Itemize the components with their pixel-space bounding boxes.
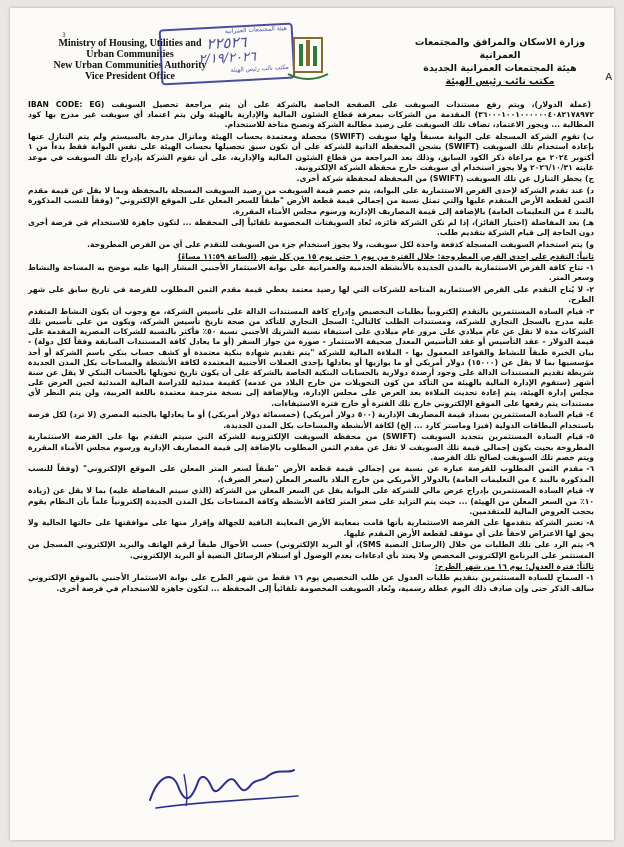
clause-marker: ٦-: [586, 464, 594, 474]
clause-paragraph: [28, 518, 594, 538]
clause-marker: ٧-: [586, 486, 594, 496]
clause-paragraph: [28, 132, 594, 173]
clause-text: تقوم الشركة المسجلة على البوابة مسبقاً ولها سويفت (SWIFT) محصلة ومعتمدة بحساب الهيئة وماتزال مدرجة بالسيستم ولم يتم التنازل عنها بإعادة استخدام تلك السويفت (SWIFT) بشحن المحفظة الذاتية للشركة على أن تكون سبق تحصيلها بحساب الهيئة على نفس البوابة فقط بدءاً من ١ أكتوبر ٢٠٢٤ مع مراعاة ذكر الكود السابق، وذلك بعد المراجعة من قطاع الشئون المالية والإدارية، على أن تقوم الشركة بإدراج تلك السويفت في موعد غايته ٢٠٢٦/١٠/٣١ ولا يجوز استخدام أي سويفت خارج محفظة الشركة الإلكترونية.: [28, 132, 594, 172]
clause-text: تتاح كافة الفرص الاستثمارية بالمدن الجديدة بالأنشطة الخدمية والعمرانية على بوابة الاستثمار الأجنبي المشار إليها عليه موضح به المساحة والنشاط وسعر المتر.: [28, 263, 594, 283]
clause-marker: ١-: [586, 573, 594, 583]
clause-paragraph: [28, 100, 594, 131]
clause-paragraph: [28, 263, 594, 283]
clause-marker: ٤-: [586, 410, 594, 420]
clause-marker: ٥-: [586, 432, 594, 442]
letterhead-line: هيئة المجتمعات العمرانية الجديدة: [423, 63, 577, 74]
incoming-stamp: [159, 23, 296, 86]
authority-logo-icon: [278, 34, 338, 86]
clause-text: لا يُتاح التقدم على الفرص الاستثمارية المتاحة للشركات التي لها رصيد معتمد يغطي قيمة مقدم الثمن المطلوب للفرصة في تاريخ سابق على شهر الطرح.: [28, 284, 594, 305]
clause-text: قيام السادة المستثمرين بسداد قيمة المصاريف الإدارية (٥٠٠ دولار أمريكي) (خمسمائة دولار أمريكي) أو ما يعادلها بالجنيه المصري (لا ترد) لكل فرصة باستخدام البطاقات الدولية (فيزا وماستر كارد ... إلخ) لكافة الأنشطة والمساحات بكل المدن الجديدة.: [28, 410, 594, 430]
section-heading: ثالثاً: فترة العدول: يوم ١٦ من شهر الطرح:: [434, 562, 594, 572]
clause-text: يتم استخدام السويفت المسجلة كدفعة واحدة لكل سويفت، ولا يجوز استخدام جزء من السويفت للتقدم على أي من الفرص المطروحة.: [87, 240, 583, 250]
clause-text: يتم الرد على تلك الطلبات من خلال (الرسائل النصية SMS)، أو البريد الإلكتروني) حسب الأحوال طبقاً لرقم الهاتف والبريد الإلكتروني المسجل من المستثمر على البرنامج الإلكتروني المخصص ولا يعتد بأي ادعاءات بعدم الوصول أو استلام الرسائل النصية أو البريد الإلكتروني.: [28, 540, 594, 560]
stamp-handwritten-number: ٢٢٥٢٦: [205, 32, 248, 54]
clause-marker: د): [586, 186, 594, 196]
clause-marker: ٨-: [586, 518, 594, 528]
clause-text: تعتبر الشركة بتقدمها على الفرصة الاستثمارية بأنها قامت بمعاينة الأرض المعاينة النافية للجهالة وإقرار منها على موافقتها على حالتها الحالية ولا يحق لها الاعتراض لاحقاً على أي موقف لقطعة الأرض المقدم عليها.: [28, 518, 594, 538]
letterhead-line: Vice President Office: [85, 71, 175, 82]
handwritten-signature-icon: [138, 756, 308, 816]
letterhead-line: وزارة الاسكان والمرافق والمجتمعات العمرانية: [414, 37, 586, 61]
stamp-handwritten-date: ٢/١٩/٢٠٢٦: [198, 49, 257, 68]
clause-paragraph: [28, 186, 594, 217]
stamp-bottom-text: مكتب نائب رئيس الهيئة: [230, 63, 289, 74]
clause-marker: ب): [582, 132, 595, 142]
clause-text: (عملة الدولار)، ويتم رفع مستندات السويفت على الصفحة الخاصة بالشركة على أن يتم مراجعة تحصيل السويفت (IBAN CODE: EG ٣٦٠٠٠١٠٠١٠٠٠٠٠٠٤٠٨٢١٧٨٩٧٢) المقدمة من الشركات بمعرفة قطاع الشئون المالية والإدارية بالهيئة ولن يتم اعتماد أي سويفت غير مدرج بها كود المطالبة ... ويجوز الاعتماد، تضاف تلك السويفت على رصيد مطالبة الشركة وتصبح متاحة للاستخدام.: [28, 100, 594, 130]
clause-paragraph: [28, 240, 594, 250]
clause-paragraph: [28, 410, 594, 430]
clause-paragraph: [28, 432, 594, 463]
arabic-letterhead: [400, 36, 600, 88]
clause-marker: و): [585, 240, 594, 250]
clause-marker: ١-: [586, 263, 594, 273]
clause-paragraph: [28, 307, 594, 409]
clause-marker: ٢-: [586, 284, 594, 294]
clause-marker: ٣-: [586, 306, 594, 316]
clause-paragraph: [28, 464, 594, 484]
clause-text: قيام السادة المستثمرين بإدراج عرض مالي للشركة على البوابة يقل عن السعر المعلن من الشركة (الذي سيتم المفاضلة عليه) بما لا يقل عن (زيادة ١٠٪ من السعر المعلن من الهيئة) ... حيث يتم التزايد على سعر المتر لكافة الأنشطة وكافة المساحات بكل المدن الجديدة إلكترونياً علماً بأن النظام يقوم بحجب العروض المالية للمتقدمين.: [28, 486, 594, 516]
clause-text: قيام السادة المستثمرين بالتقدم إلكترونياً بطلبات التخصيص وإدراج كافة المستندات الدالة على تأسيس الشركة، مع وجوب أن يكون النشاط المتقدم عليه مدرج بالسجل التجاري للشركة، ومستندات الطلب كالتالي: السجل التجاري للتأكد من صحة تاريخ تأسيس الشركة، ويكون من على تأسيس تلك الشركات مدة لا تقل عن عام ميلادي على مرور عام ميلادي على استيفاء نسبة الشريك الأجنبي نسبة ٥٠٪ فأكثر بالنسبة للشركات المصرية المقدمة على قيمة الدولار - عقد التأسيس أو عقد التأسيس المعدل صحيفة الاستثمار - صورة من جواز السفر (أو ما يعادل كافة المستندات السابقة وفقاً لكل دولة) - بيان الخبرة طبقاً للنشاط والقواعد المعمول بها - الملاءة المالية للشركة "يتم تقديم شهادة بنكية معتمدة أو كشف حساب بنكي باسم الشركة أو أحد مؤسسيها بما لا يقل عن (١٥٠٠٠) دولار أمريكي أو ما يوازيها أو يعادلها بإحدى العملات الأجنبية المعتمدة لكافة الأنشطة والمساحات بكل المدن الجديدة شريطة تقديم المستندات الدالة على وجود أرصدة دولارية بالحسابات البنكية الخاصة بالشركة على أن يكون تاريخ تحويلها بالحساب البنكي لا يقل عن سنة أشهر (ستقوم الإدارة المالية بالهيئة من التأكد من كون التحويلات من خارج البلاد من عدمه) كقيمة مبدئية للدراسة المالية المبدئية لحين العرض على مجلس إدارة الهيئة، يتم إعادة تحديث الملاءة بعد العرض على مجلس الإدارة، ويالإضافة إلى نسخة مترجمة معتمدة باللغة العربية، ولن يتم النظر لأي مستندات يتم رفعها على الموقع الإلكتروني خارج تلك الفترة أو خارج فترة الاستيفاءات.: [28, 306, 595, 408]
clause-text: قيام السادة المستثمرين بتحديد السويفت (SWIFT) من محفظة السويفت الإلكترونية للشركة التي سيتم التقدم بها على الفرصة الاستثمارية المطروحة بحيث يكون إجمالي قيمة تلك السويفت لا تقل عن مقدم الثمن المطلوب بالإضافة إلى قيمة المصاريف الإدارية ورسوم مجلس الأمناء المقررة ويتم خصم تلك السويفت لصالح تلك الفرصة.: [28, 432, 594, 462]
letterhead-line: Ministry of Housing, Utilities and: [58, 38, 202, 49]
clause-text: مقدم الثمن المطلوب للفرصة عبارة عن نسبة من إجمالي قيمة قطعة الأرض "طبقاً لسعر المتر المعلن على الموقع الإلكتروني" (وفقاً للنسب المذكورة بالبند ٤ من التعليمات العامة) بالدولار الأمريكي من خارج البلاد بالسعر المعلن (سعر الصرف).: [28, 464, 594, 484]
document-page: [10, 8, 614, 840]
letterhead-line: مكتب نائب رئيس الهيئة: [445, 76, 555, 87]
letterhead-line: New Urban Communities Authority: [53, 60, 207, 71]
clause-paragraph: [28, 285, 594, 305]
clause-marker: ج): [585, 174, 594, 184]
margin-mark: A: [605, 72, 612, 83]
stamp-top-text: هيئة المجتمعات العمرانية: [224, 24, 287, 36]
page-small-number: 3: [62, 32, 66, 39]
clause-text: السماح للسادة المستثمرين بتقديم طلبات العدول عن طلب التخصيص يوم ١٦ فقط من شهر الطرح على بوابة الاستثمار الأجنبي بالموقع الإلكتروني سالف الذكر حتى وإن صادف ذلك اليوم عطلة رسمية، وتُعاد السويفت المخصومة تلقائياً إلى المحفظة ... لتكون جاهزة للاستخدام في فرصة أخرى.: [28, 573, 594, 593]
clause-paragraph: [28, 174, 594, 184]
document-body: [28, 100, 594, 595]
clause-marker: هـ): [582, 218, 594, 228]
clause-paragraph: [28, 486, 594, 517]
clause-paragraph: [28, 218, 594, 238]
clause-text: بعد المفاضلة (اختيار الفائز)، إذا لم تكن الشركة فائزة، تُعاد السويفتات المخصومة تلقائياً إلى المحفظة ... لتكون جاهزة للاستخدام في فرصة أخرى دون الحاجة إلى قيام الشركة بتقديم طلب.: [28, 218, 594, 238]
clause-paragraph: [28, 540, 594, 560]
clause-text: يحظر التنازل عن تلك السويفت (SWIFT) من المحفظة لمحفظة شركة أخرى.: [296, 174, 583, 184]
clause-marker: ٩-: [586, 540, 594, 550]
clause-text: عند تقدم الشركة لإحدى الفرص الاستثمارية على البوابة، يتم خصم قيمة السويفت من رصيد السويفت المسجلة بالمحفظة وبما لا يقل عن قيمة مقدم الثمن لقطعة الأرض المتقدم عليها والتي تمثل نسبة من إجمالي قيمة قطعة الأرض "طبقاً للسعر المعلن على الموقع الإلكتروني" (وفقاً للنسب المذكورة بالبند ٤ من التعليمات العامة) بالإضافة إلى قيمة المصاريف الإدارية ورسوم مجلس الأمناء المقررة.: [28, 186, 594, 216]
clause-paragraph: [28, 573, 594, 593]
section-heading: ثانياً: التقدم على إحدى الفرص المطروحة: خلال الفترة من يوم ١ حتى يوم ١٥ من كل شهر (الساعة ١١:٥٩ مساءً): [177, 251, 594, 261]
letterhead-line: Urban Communities: [86, 49, 174, 60]
